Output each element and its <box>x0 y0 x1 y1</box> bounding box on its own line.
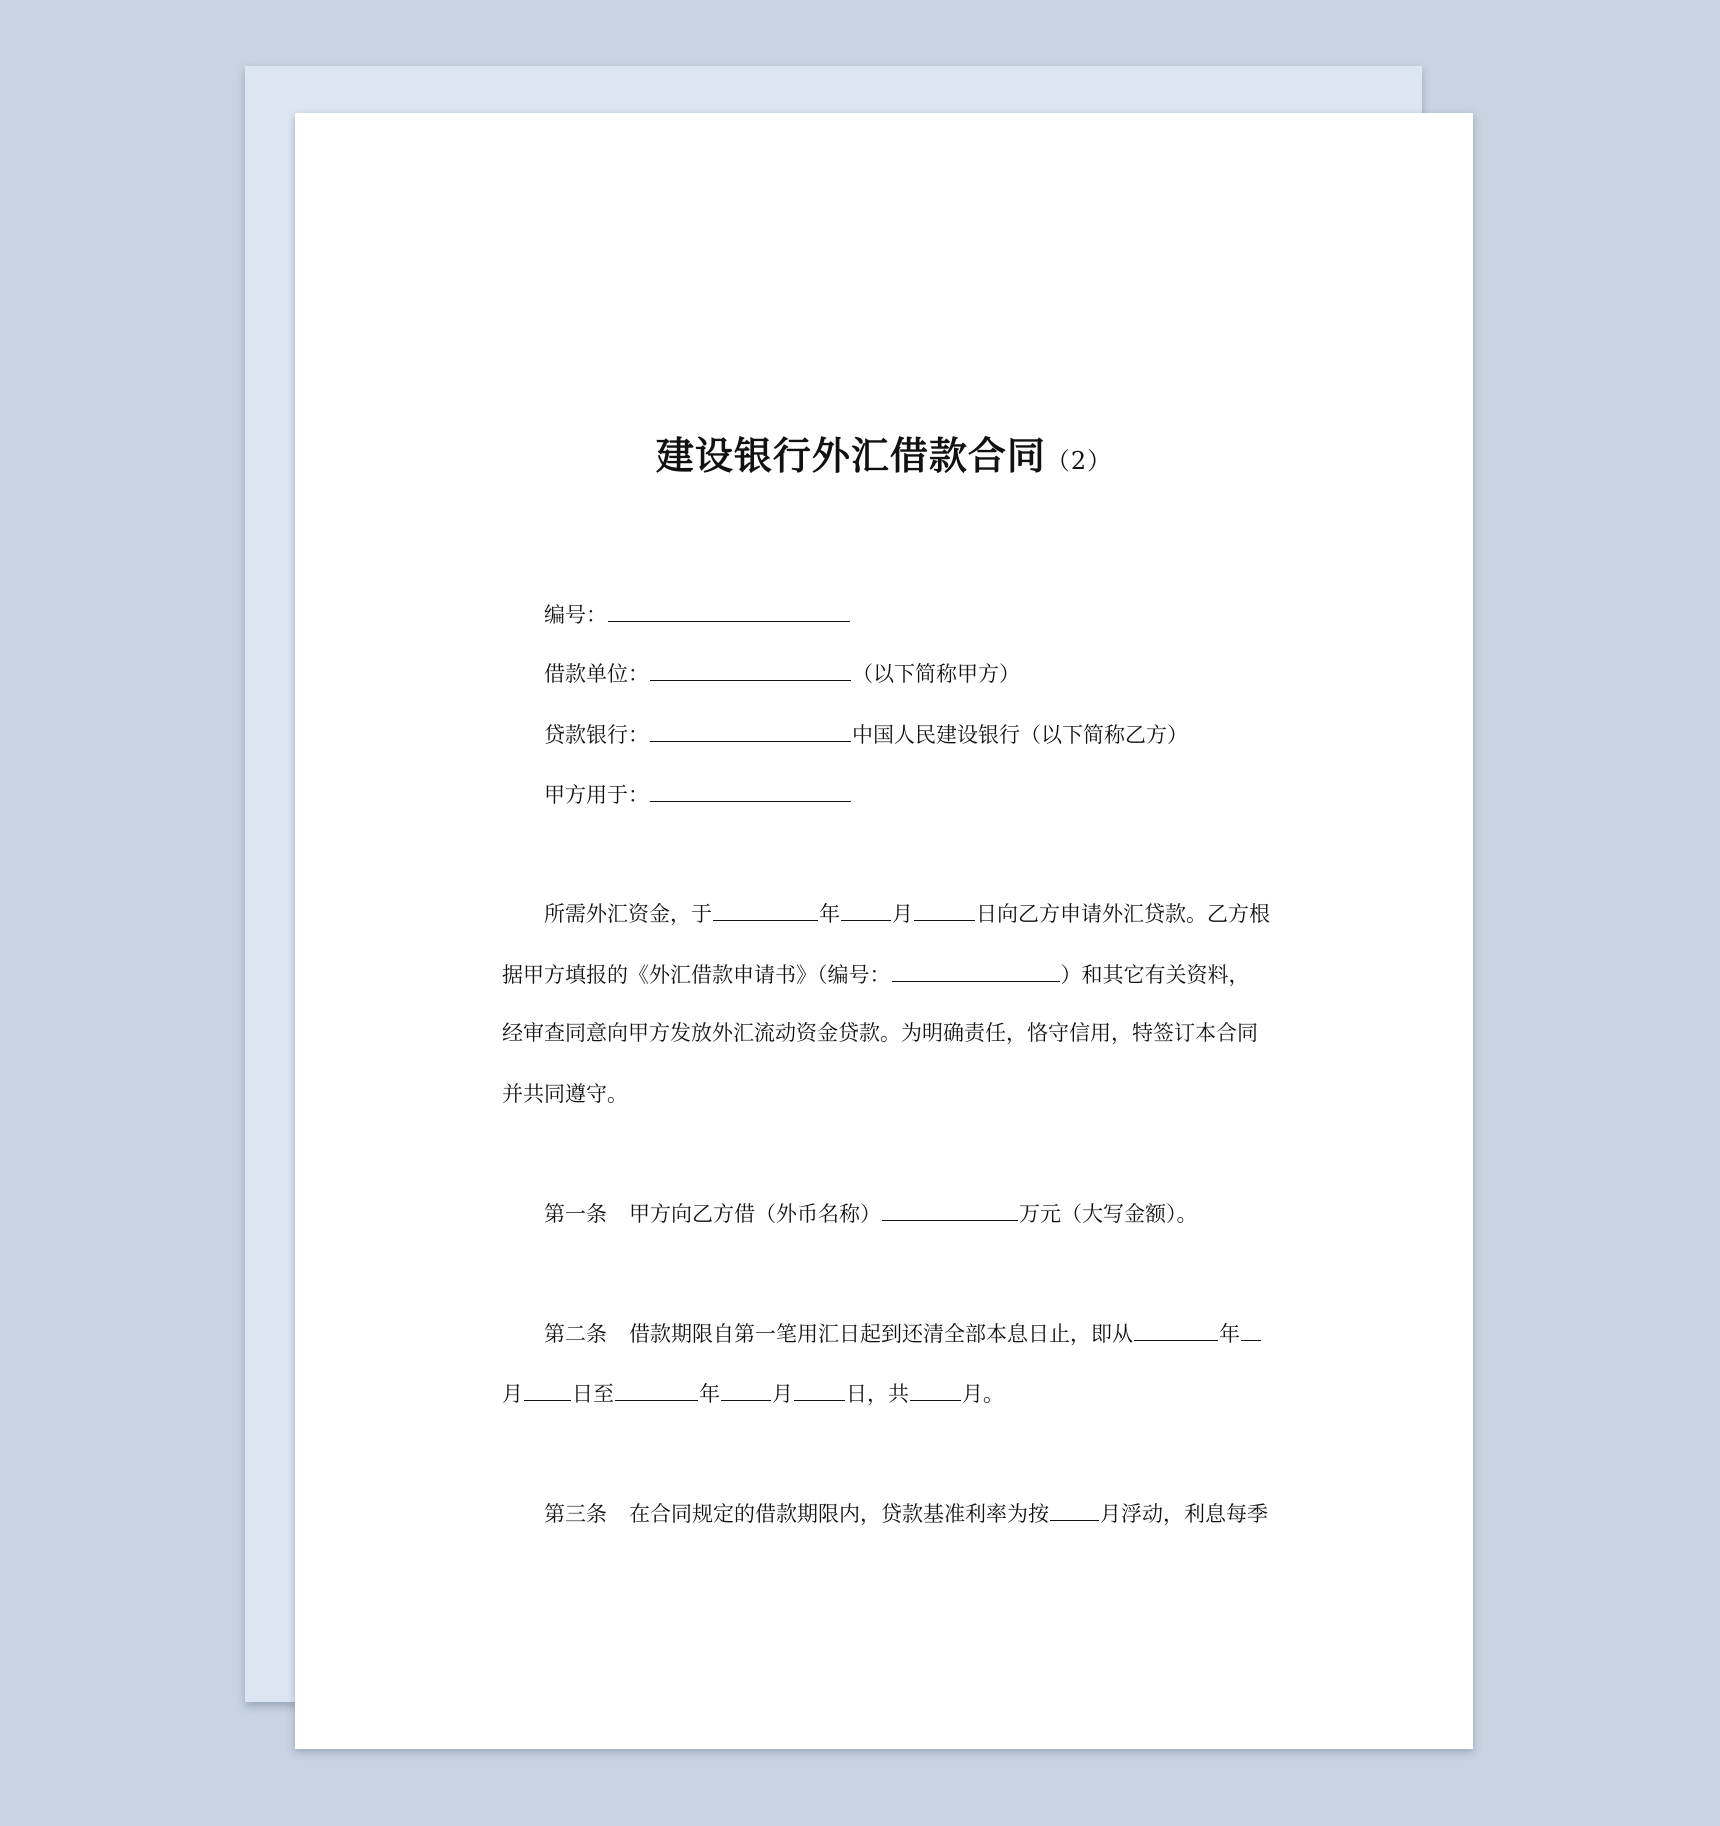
text: 据甲方填报的《外汇借款申请书》（编号： <box>502 963 891 987</box>
text: 日向乙方申请外汇贷款。乙方根 <box>976 902 1270 926</box>
blank-month[interactable] <box>841 898 891 921</box>
text: 借款期限自第一笔用汇日起到还清全部本息日止，即从 <box>629 1322 1133 1346</box>
title-sub: （2） <box>1045 447 1113 475</box>
blank-field[interactable] <box>608 599 850 622</box>
text: 甲方向乙方借（外币名称） <box>629 1202 881 1226</box>
field-label: 甲方用于： <box>544 783 649 807</box>
blank-year[interactable] <box>615 1378 698 1401</box>
blank-day[interactable] <box>914 898 975 921</box>
blank-day[interactable] <box>794 1378 845 1401</box>
blank-application-number[interactable] <box>892 959 1060 982</box>
intro-line-4: 并共同遵守。 <box>502 1082 628 1106</box>
blank-month[interactable] <box>1241 1318 1261 1341</box>
text: 月 <box>502 1382 523 1406</box>
article-3 <box>544 1498 1268 1529</box>
article-number: 第三条 <box>544 1502 607 1526</box>
intro-line-3: 经审查同意向甲方发放外汇流动资金贷款。为明确责任，恪守信用，特签订本合同 <box>502 1021 1258 1045</box>
text: 月。 <box>962 1382 1004 1406</box>
text: 在合同规定的借款期限内，贷款基准利率为按 <box>629 1502 1049 1526</box>
blank-months[interactable] <box>1050 1498 1099 1521</box>
article-1 <box>544 1198 1198 1229</box>
article-2-line-1 <box>544 1318 1262 1349</box>
intro-line-1 <box>544 898 1270 929</box>
text: ）和其它有关资料， <box>1060 963 1250 987</box>
document-page <box>295 113 1473 1749</box>
blank-year[interactable] <box>713 898 818 921</box>
blank-field[interactable] <box>650 658 851 681</box>
article-number: 第一条 <box>544 1202 607 1226</box>
field-purpose <box>544 779 852 810</box>
field-suffix: （以下简称甲方） <box>852 662 1020 686</box>
text: 年 <box>819 902 840 926</box>
blank-day[interactable] <box>524 1378 571 1401</box>
field-borrower <box>544 658 1020 689</box>
text: 月浮动，利息每季 <box>1100 1502 1268 1526</box>
document-title <box>295 425 1473 480</box>
blank-month[interactable] <box>721 1378 771 1401</box>
text: 所需外汇资金，于 <box>544 902 712 926</box>
field-suffix: 中国人民建设银行（以下简称乙方） <box>852 723 1188 747</box>
field-label: 借款单位： <box>544 662 649 686</box>
text: 月 <box>892 902 913 926</box>
field-label: 编号： <box>544 603 607 627</box>
text: 万元（大写金额）。 <box>1019 1202 1198 1226</box>
blank-field[interactable] <box>650 719 851 742</box>
field-contract-number <box>544 599 851 630</box>
text: 月 <box>772 1382 793 1406</box>
text: 日，共 <box>846 1382 909 1406</box>
title-main: 建设银行外汇借款合同 <box>655 434 1046 478</box>
blank-year[interactable] <box>1134 1318 1218 1341</box>
blank-amount[interactable] <box>882 1198 1018 1221</box>
blank-field[interactable] <box>650 779 851 802</box>
text: 日至 <box>572 1382 614 1406</box>
blank-months-total[interactable] <box>910 1378 961 1401</box>
field-lender-bank <box>544 719 1188 750</box>
field-label: 贷款银行： <box>544 723 649 747</box>
article-2-line-2 <box>502 1378 1004 1409</box>
text: 年 <box>1219 1322 1240 1346</box>
text: 年 <box>699 1382 720 1406</box>
intro-line-2 <box>502 959 1250 990</box>
article-number: 第二条 <box>544 1322 607 1346</box>
